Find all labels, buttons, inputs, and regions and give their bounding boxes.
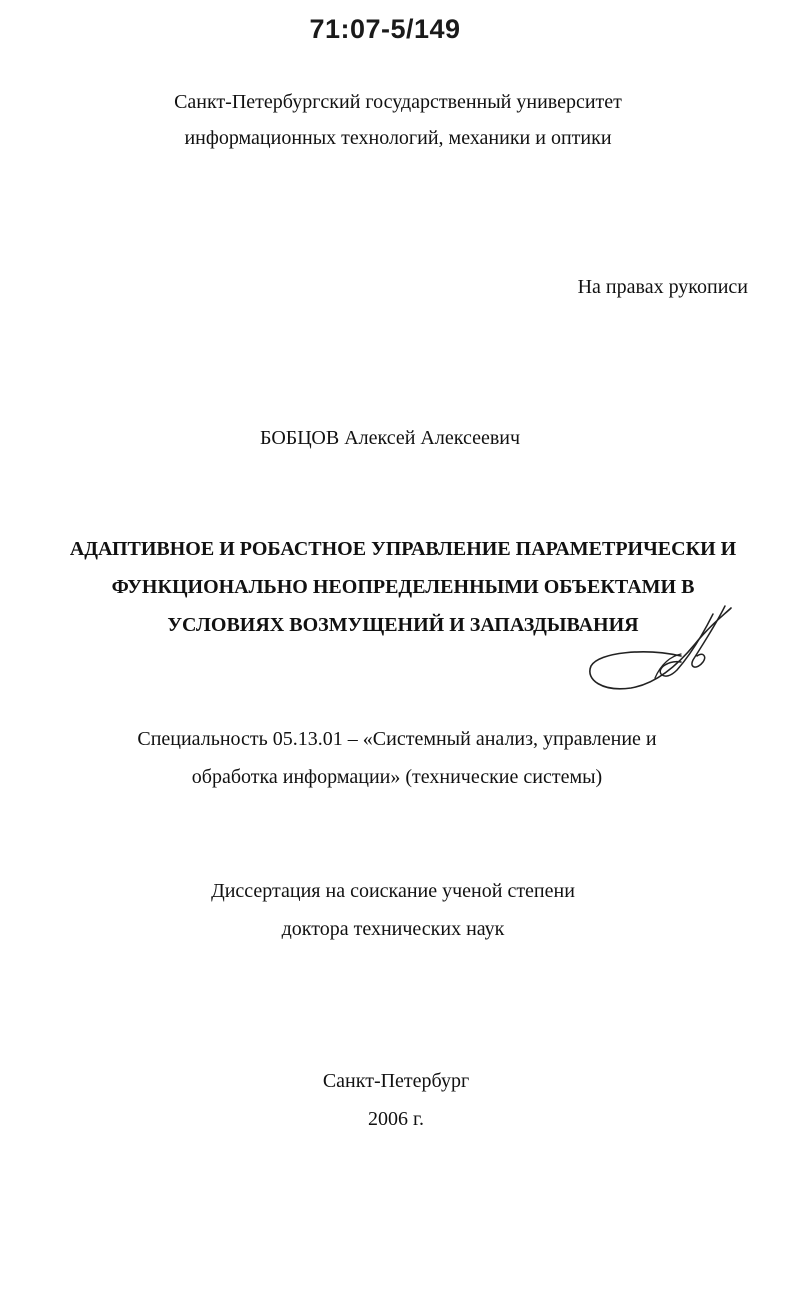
manuscript-note: На правах рукописи: [577, 276, 748, 298]
university-line-1: Санкт-Петербургский государственный университет: [174, 91, 622, 113]
degree-line-1: Диссертация на соискание ученой степени: [211, 880, 575, 902]
university-line-2: информационных технологий, механики и оптики: [184, 127, 612, 149]
place-and-year: [0, 1062, 794, 1138]
university-name: [0, 84, 796, 156]
degree-statement: [0, 872, 791, 948]
city: Санкт-Петербург: [322, 1070, 470, 1092]
archive-stamp-code: 71:07-5/149: [309, 14, 461, 44]
year: 2006 г.: [368, 1108, 424, 1130]
title-line-3: УСЛОВИЯХ ВОЗМУЩЕНИЙ И ЗАПАЗДЫВАНИЯ: [167, 614, 639, 636]
signature-icon: [585, 604, 735, 696]
author-name: БОБЦОВ Алексей Алексеевич: [259, 427, 521, 449]
title-line-2: ФУНКЦИОНАЛЬНО НЕОПРЕДЕЛЕННЫМИ ОБЪЕКТАМИ В: [111, 576, 695, 598]
specialty: [0, 720, 795, 796]
specialty-line-2: обработка информации» (технические системы): [191, 766, 603, 788]
specialty-line-1: Специальность 05.13.01 – «Системный анализ, управление и: [137, 728, 657, 750]
degree-line-2: доктора технических наук: [281, 918, 505, 940]
title-line-1: АДАПТИВНОЕ И РОБАСТНОЕ УПРАВЛЕНИЕ ПАРАМЕТРИЧЕСКИ И: [69, 538, 737, 560]
